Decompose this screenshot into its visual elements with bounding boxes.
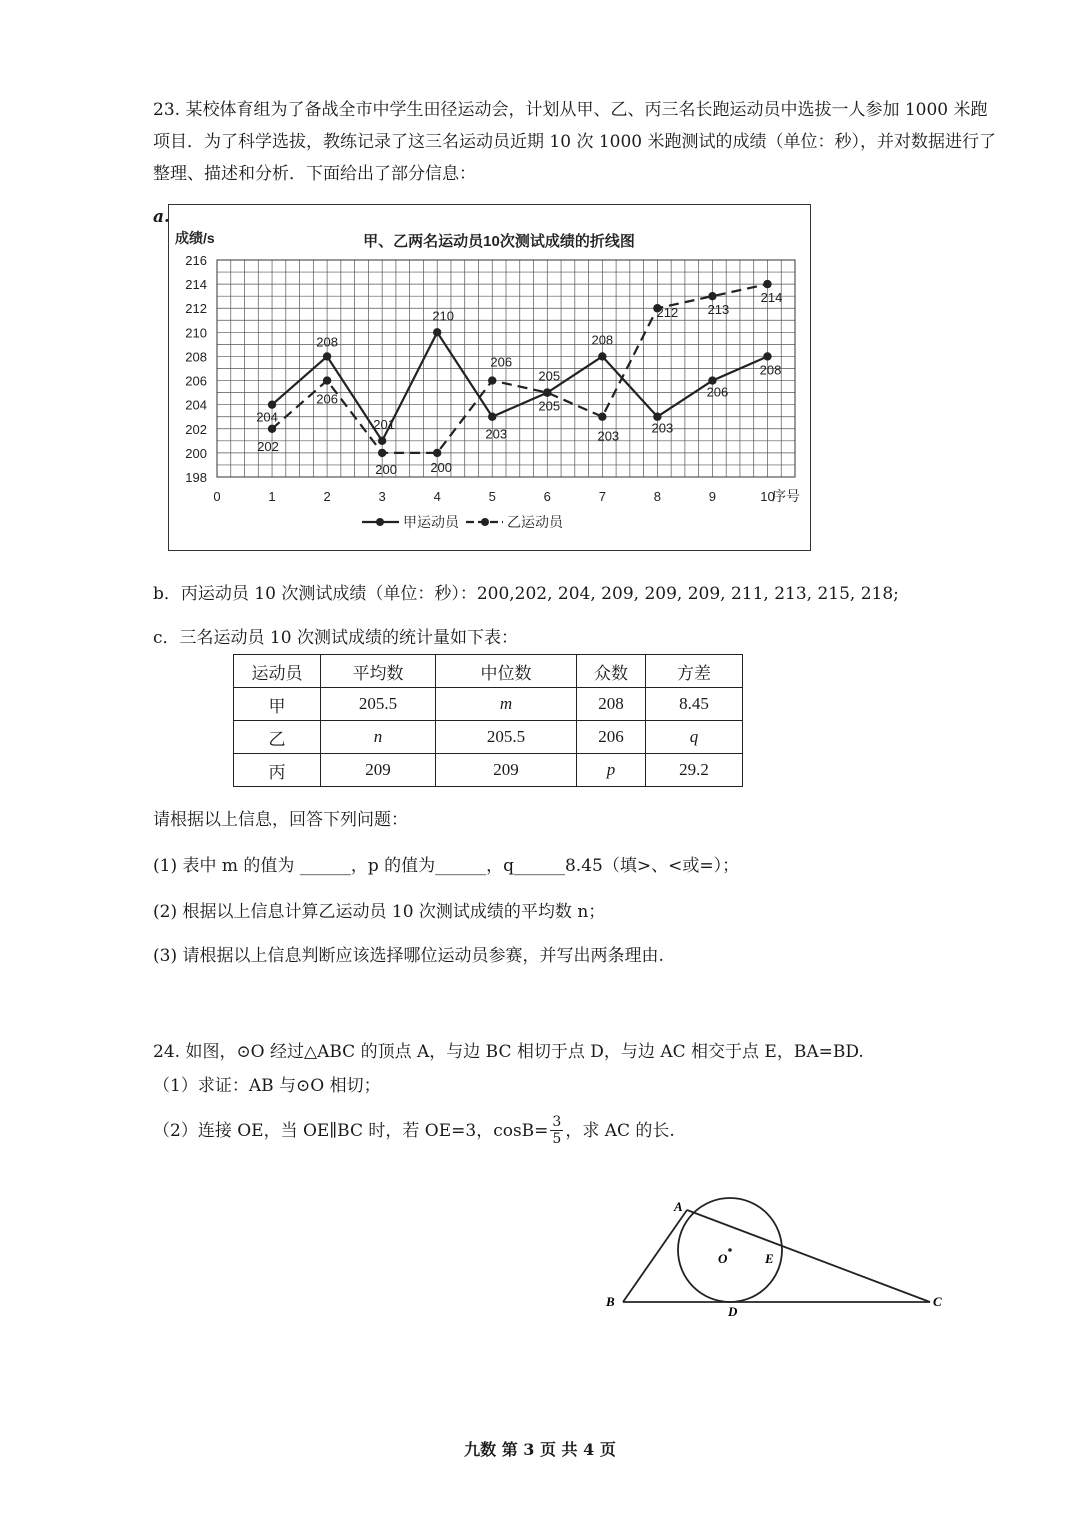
data-label: 202 xyxy=(257,438,279,454)
table-cell: 206 xyxy=(577,721,646,754)
table-cell: 乙 xyxy=(234,721,321,754)
data-label: 212 xyxy=(656,305,679,321)
segment-ab xyxy=(623,1210,687,1302)
table-cell: 甲 xyxy=(234,688,321,721)
table-cell: 丙 xyxy=(234,754,321,787)
part-b-text: b．丙运动员 10 次测试成绩（单位：秒）：200,202, 204, 209, 209, 209, 211, 213, 215, 218; xyxy=(153,584,899,604)
label-o: O xyxy=(718,1251,728,1266)
data-label: 214 xyxy=(760,290,783,306)
y-tick-label: 212 xyxy=(185,301,207,317)
x-axis-label: 序号 xyxy=(772,488,800,504)
line-chart xyxy=(169,205,812,552)
fraction-denominator: 5 xyxy=(552,1131,562,1147)
table-header-cell: 运动员 xyxy=(234,655,321,688)
data-label: 206 xyxy=(490,354,513,370)
data-point xyxy=(323,352,331,360)
data-label: 203 xyxy=(597,428,620,444)
data-point xyxy=(268,425,276,433)
data-point xyxy=(268,400,276,408)
table-header-row xyxy=(234,655,743,688)
data-label: 206 xyxy=(316,391,338,407)
table-cell: 208 xyxy=(577,688,646,721)
part-c-text: c．三名运动员 10 次测试成绩的统计量如下表： xyxy=(153,628,518,648)
table-cell: m xyxy=(436,688,577,721)
x-tick-label: 10 xyxy=(760,489,775,504)
q24-line3-start: （2）连接 OE，当 OE∥BC 时，若 OE=3，cosB= xyxy=(153,1120,549,1141)
table-cell: 209 xyxy=(321,754,436,787)
data-point xyxy=(598,352,606,360)
table-row xyxy=(234,721,743,754)
y-axis-label: 成绩/s xyxy=(175,230,215,246)
x-tick-label: 5 xyxy=(488,489,496,504)
q23-sub2: (2) 根据以上信息计算乙运动员 10 次测试成绩的平均数 n； xyxy=(153,902,606,922)
q24-line1: 24. 如图，⊙O 经过△ABC 的顶点 A，与边 BC 相切于点 D，与边 AC 相交于点 E，BA=BD. xyxy=(153,1042,864,1062)
x-tick-label: 2 xyxy=(323,489,331,504)
legend-marker-1 xyxy=(376,518,384,526)
label-d: D xyxy=(728,1304,738,1319)
legend-marker-2 xyxy=(481,518,489,526)
table-header-cell: 中位数 xyxy=(436,655,577,688)
data-point xyxy=(598,413,606,421)
center-point-o xyxy=(728,1248,732,1252)
data-point xyxy=(763,352,771,360)
chart-title: 甲、乙两名运动员10次测试成绩的折线图 xyxy=(363,233,635,250)
x-tick-label: 1 xyxy=(268,489,276,504)
page-footer: 九数 第 3 页 共 4 页 xyxy=(464,1440,616,1459)
data-point xyxy=(378,449,386,457)
data-point xyxy=(763,280,771,288)
table-cell: 8.45 xyxy=(646,688,743,721)
data-label: 208 xyxy=(591,332,614,348)
cos-fraction xyxy=(550,1114,563,1147)
data-point xyxy=(433,328,441,336)
data-point xyxy=(323,376,331,384)
y-tick-label: 206 xyxy=(185,373,207,389)
data-label: 213 xyxy=(707,302,730,318)
data-point xyxy=(653,413,661,421)
q23-intro-line3: 整理、描述和分析．下面给出了部分信息： xyxy=(153,164,476,184)
x-tick-label: 0 xyxy=(213,489,221,504)
q23-prompt: 请根据以上信息，回答下列问题： xyxy=(153,810,408,830)
y-tick-label: 200 xyxy=(185,445,207,461)
table-header-cell: 方差 xyxy=(646,655,743,688)
data-label: 208 xyxy=(759,362,782,378)
geometry-figure xyxy=(590,1190,960,1330)
data-label: 203 xyxy=(651,420,674,436)
data-point xyxy=(543,388,551,396)
y-tick-label: 198 xyxy=(185,470,207,485)
y-tick-label: 214 xyxy=(185,277,207,293)
q23-intro-line1: 23. 某校体育组为了备战全市中学生田径运动会，计划从甲、乙、丙三名长跑运动员中选拔一人参加 1000 米跑 xyxy=(153,100,988,120)
y-tick-label: 208 xyxy=(185,349,207,365)
data-point xyxy=(708,292,716,300)
x-tick-label: 6 xyxy=(543,489,551,504)
data-point xyxy=(488,376,496,384)
part-a-label: a. xyxy=(153,207,170,227)
x-tick-label: 8 xyxy=(653,489,661,504)
x-tick-label: 3 xyxy=(378,489,386,504)
label-e: E xyxy=(765,1251,774,1266)
y-tick-label: 210 xyxy=(185,325,207,341)
q24-line2: （1）求证：AB 与⊙O 相切； xyxy=(153,1076,381,1096)
data-label: 205 xyxy=(538,368,561,384)
table-row xyxy=(234,754,743,787)
legend-label-1: 甲运动员 xyxy=(403,514,459,530)
y-tick-label: 202 xyxy=(185,421,207,437)
data-label: 203 xyxy=(485,426,508,442)
q24-line3-end: ，求 AC 的长. xyxy=(565,1120,675,1141)
x-tick-label: 7 xyxy=(598,489,606,504)
data-label: 204 xyxy=(256,409,278,425)
q23-intro-line2: 项目．为了科学选拔，教练记录了这三名运动员近期 10 次 1000 米跑测试的成绩（单位：秒），并对数据进行了 xyxy=(153,132,997,152)
table-header-cell: 众数 xyxy=(577,655,646,688)
line-chart-frame xyxy=(168,204,811,551)
table-cell: 205.5 xyxy=(436,721,577,754)
fraction-numerator: 3 xyxy=(552,1114,562,1130)
label-c: C xyxy=(933,1294,942,1309)
y-tick-label: 216 xyxy=(185,253,207,268)
legend-label-2: 乙运动员 xyxy=(507,514,563,530)
table-cell: 29.2 xyxy=(646,754,743,787)
table-cell: 209 xyxy=(436,754,577,787)
data-label: 201 xyxy=(373,416,395,432)
q23-sub1: (1) 表中 m 的值为 ______，p 的值为______，q______8.45（填>、<或=）； xyxy=(153,856,740,876)
data-point xyxy=(488,413,496,421)
data-label: 210 xyxy=(432,308,455,324)
data-label: 206 xyxy=(706,384,729,400)
q23-sub3: (3) 请根据以上信息判断应该选择哪位运动员参赛，并写出两条理由. xyxy=(153,946,664,966)
data-point xyxy=(433,449,441,457)
table-cell: q xyxy=(646,721,743,754)
table-cell: n xyxy=(321,721,436,754)
label-a: A xyxy=(674,1199,683,1214)
data-label: 200 xyxy=(375,461,397,477)
data-label: 205 xyxy=(538,398,561,414)
x-tick-label: 9 xyxy=(708,489,717,504)
data-label: 200 xyxy=(430,459,453,475)
data-label: 208 xyxy=(316,334,338,350)
stats-table xyxy=(233,654,743,787)
data-point xyxy=(378,437,386,445)
q24-line3 xyxy=(153,1114,675,1147)
x-tick-label: 4 xyxy=(433,489,441,504)
table-cell: 205.5 xyxy=(321,688,436,721)
y-tick-label: 204 xyxy=(185,397,207,413)
data-point xyxy=(708,376,716,384)
table-header-cell: 平均数 xyxy=(321,655,436,688)
table-row xyxy=(234,688,743,721)
table-cell: p xyxy=(577,754,646,787)
label-b: B xyxy=(606,1294,615,1309)
